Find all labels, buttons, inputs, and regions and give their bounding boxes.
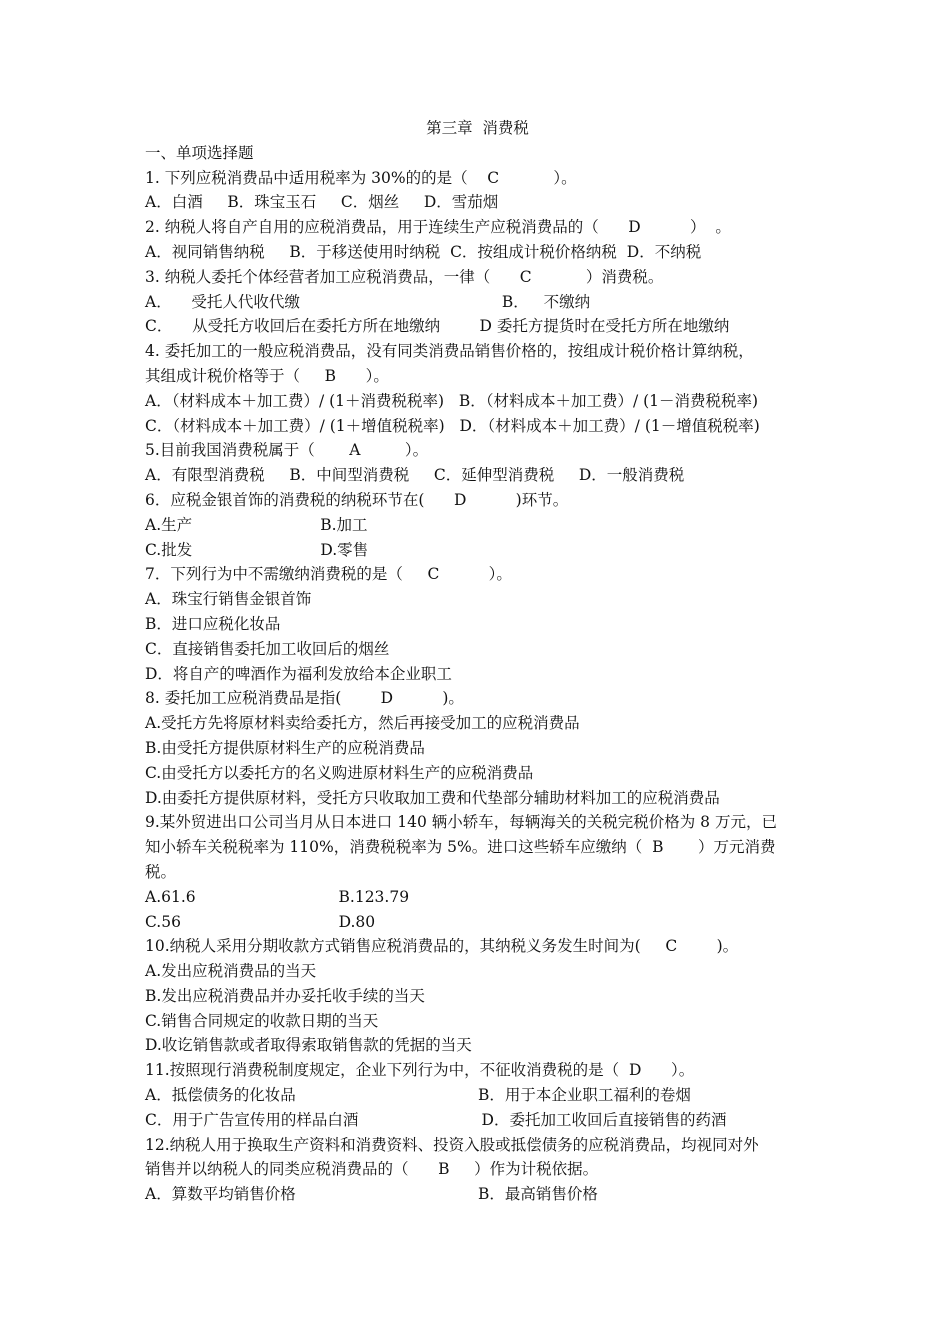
text-line: B.发出应税消费品并办妥托收手续的当天 bbox=[145, 986, 425, 1005]
text-line: C.批发 D.零售 bbox=[145, 540, 369, 559]
text-line: 9.某外贸进出口公司当月从日本进口 140 辆小轿车，每辆海关的关税完税价格为 8 万元，已 bbox=[145, 813, 777, 832]
text-line: 7．下列行为中不需缴纳消费税的是（ C ）。 bbox=[145, 565, 512, 584]
text-line: D.由委托方提供原材料，受托方只收取加工费和代垫部分辅助材料加工的应税消费品 bbox=[145, 788, 720, 807]
text-line: A． 受托人代收代缴 B． 不缴纳 bbox=[145, 292, 591, 311]
text-line: 6．应税金银首饰的消费税的纳税环节在( D )环节。 bbox=[145, 490, 569, 509]
text-line: 销售并以纳税人的同类应税消费品的（ B ）作为计税依据。 bbox=[145, 1160, 599, 1179]
text-line: A.生产 B.加工 bbox=[145, 515, 368, 534]
text-line: C．（材料成本＋加工费）/ (1＋增值税税率) D．（材料成本＋加工费）/ (1－增值税税率) bbox=[145, 416, 760, 435]
text-line: 其组成计税价格等于（ B ）。 bbox=[145, 366, 389, 385]
text-line: A.61.6 B.123.79 bbox=[145, 887, 410, 906]
text-line: C.销售合同规定的收款日期的当天 bbox=[145, 1011, 379, 1030]
text-line: 5.目前我国消费税属于（ A ）。 bbox=[145, 441, 429, 460]
text-line: C.56 D.80 bbox=[145, 912, 376, 931]
text-line: 10.纳税人采用分期收款方式销售应税消费品的，其纳税义务发生时间为( C )。 bbox=[145, 937, 739, 956]
chapter-title: 第三章 消费税 bbox=[426, 119, 529, 137]
question-list bbox=[145, 166, 810, 1207]
text-line: A．珠宝行销售金银首饰 bbox=[145, 590, 312, 609]
text-line: 2. 纳税人将自产自用的应税消费品，用于连续生产应税消费品的（ D ） 。 bbox=[145, 218, 731, 237]
text-line: A．算数平均销售价格 B．最高销售价格 bbox=[145, 1185, 598, 1204]
text-line: 8. 委托加工应税消费品是指( D )。 bbox=[145, 689, 464, 708]
text-line: 3. 纳税人委托个体经营者加工应税消费品，一律（ C ）消费税。 bbox=[145, 267, 664, 286]
text-line: 税。 bbox=[145, 862, 177, 881]
section-heading: 一、单项选择题 bbox=[145, 143, 254, 162]
text-line: D.收讫销售款或者取得索取销售款的凭据的当天 bbox=[145, 1036, 472, 1055]
text-line: A．（材料成本＋加工费）/ (1＋消费税税率) B．（材料成本＋加工费）/ (1－消费税税率) bbox=[145, 391, 759, 410]
text-line: 4. 委托加工的一般应税消费品，没有同类消费品销售价格的，按组成计税价格计算纳税， bbox=[145, 342, 754, 361]
text-line: 12.纳税人用于换取生产资料和消费资料、投资入股或抵偿债务的应税消费品，均视同对外 bbox=[145, 1135, 759, 1154]
text-line: C．直接销售委托加工收回后的烟丝 bbox=[145, 639, 390, 658]
text-line: 知小轿车关税税率为 110%，消费税税率为 5%。进口这些轿车应缴纳（ B ）万元消费 bbox=[145, 838, 776, 857]
text-line: B．进口应税化妆品 bbox=[145, 614, 281, 633]
text-line: A.发出应税消费品的当天 bbox=[145, 962, 317, 981]
text-line: A．抵偿债务的化妆品 B．用于本企业职工福利的卷烟 bbox=[145, 1086, 691, 1105]
text-line: A．白酒 B．珠宝玉石 C．烟丝 D．雪茄烟 bbox=[145, 193, 499, 212]
text-line: B.由受托方提供原材料生产的应税消费品 bbox=[145, 738, 425, 757]
document-body bbox=[145, 116, 810, 1207]
text-line: A．有限型消费税 B．中间型消费税 C．延伸型消费税 D．一般消费税 bbox=[145, 466, 685, 485]
text-line: 1. 下列应税消费品中适用税率为 30%的的是（ C ）。 bbox=[145, 168, 577, 187]
text-line: D．将自产的啤酒作为福利发放给本企业职工 bbox=[145, 664, 452, 683]
text-line: C．用于广告宣传用的样品白酒 D．委托加工收回后直接销售的药酒 bbox=[145, 1110, 727, 1129]
text-line: A．视同销售纳税 B．于移送使用时纳税 C．按组成计税价格纳税 D．不纳税 bbox=[145, 242, 702, 261]
text-line: 11.按照现行消费税制度规定，企业下列行为中，不征收消费税的是（ D ）。 bbox=[145, 1061, 695, 1080]
text-line: A.受托方先将原材料卖给委托方，然后再接受加工的应税消费品 bbox=[145, 714, 580, 733]
text-line: C． 从受托方收回后在委托方所在地缴纳 D 委托方提货时在受托方所在地缴纳 bbox=[145, 317, 730, 336]
text-line: C.由受托方以委托方的名义购进原材料生产的应税消费品 bbox=[145, 763, 534, 782]
